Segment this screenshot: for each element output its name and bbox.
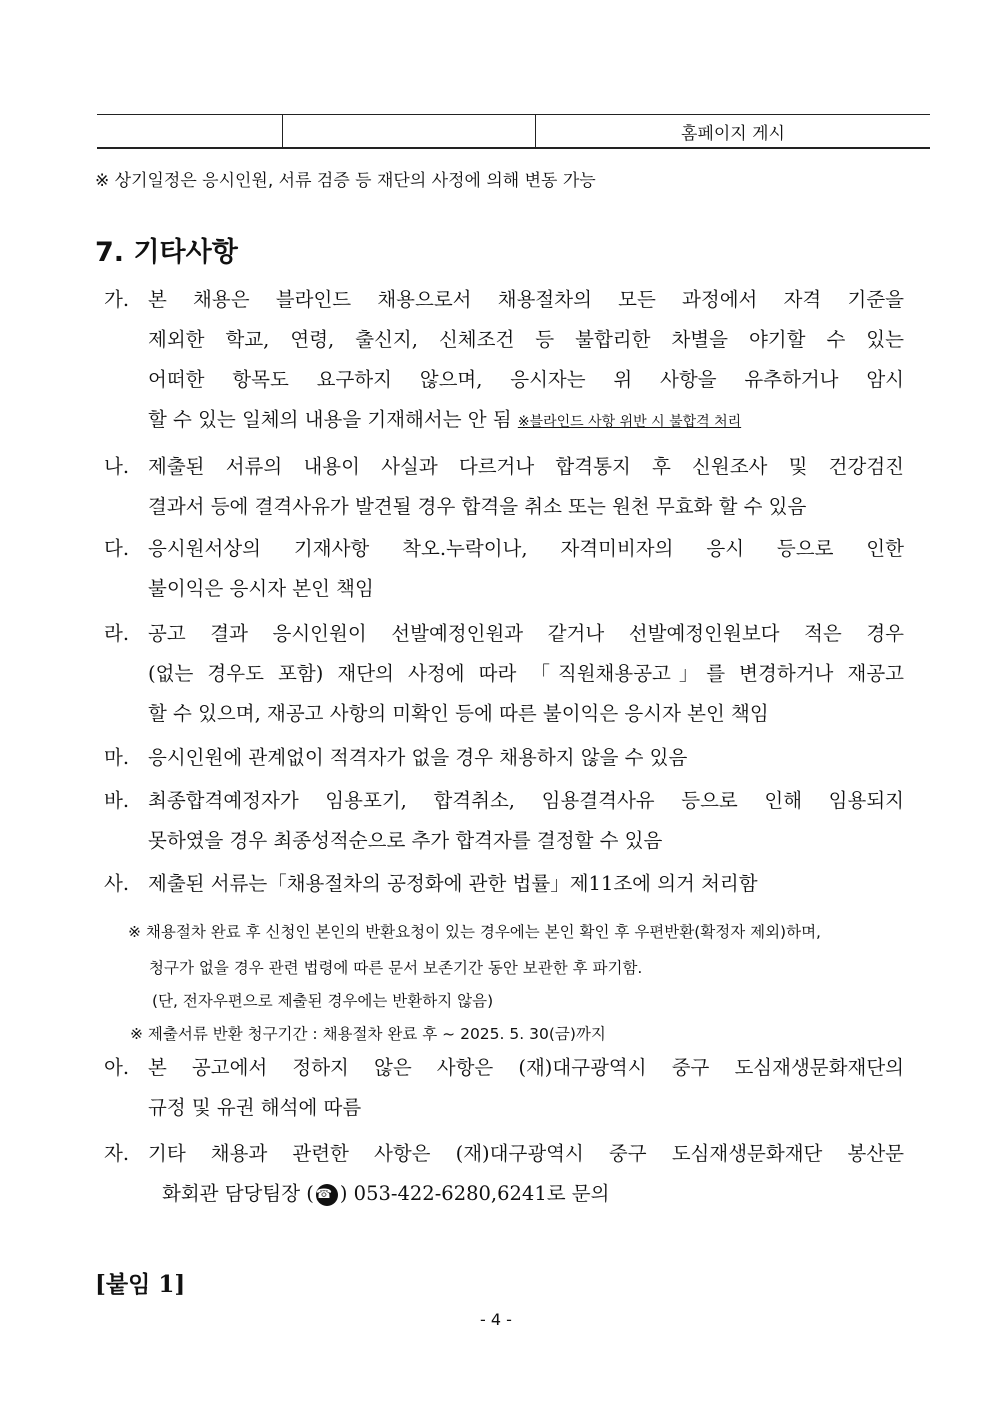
item-marker: 자. xyxy=(104,1142,130,1165)
item-line: 공고 결과 응시인원이 선발예정인원과 같거나 선발예정인원보다 적은 경우 xyxy=(148,622,904,645)
item-line: 제출된 서류는「채용절차의 공정화에 관한 법률」제11조에 의거 처리함 xyxy=(148,872,758,895)
item-line: 규정 및 유권 해석에 따름 xyxy=(148,1096,362,1119)
item-line: 할 수 있으며, 재공고 사항의 미확인 등에 따른 불이익은 응시자 본인 책임 xyxy=(148,702,769,725)
item-marker: 가. xyxy=(104,288,130,311)
item-marker: 바. xyxy=(104,789,130,812)
item-line: 결과서 등에 결격사유가 발견될 경우 합격을 취소 또는 원천 무효화 할 수 있음 xyxy=(148,495,807,518)
item-line: 어떠한 항목도 요구하지 않으며, 응시자는 위 사항을 유추하거나 암시 xyxy=(148,368,904,391)
page-number: - 4 - xyxy=(480,1310,512,1329)
list-item xyxy=(104,1134,904,1214)
item-line: 최종합격예정자가 임용포기, 합격취소, 임용결격사유 등으로 인해 임용되지 xyxy=(148,789,904,812)
item-marker: 라. xyxy=(104,622,130,645)
item-line: 제외한 학교, 연령, 출신지, 신체조건 등 불합리한 차별을 야기할 수 있는 xyxy=(148,328,904,351)
item-line: 본 공고에서 정하지 않은 사항은 (재)대구광역시 중구 도심재생문화재단의 xyxy=(148,1056,904,1079)
attachment-label: [붙임 1] xyxy=(95,1271,186,1298)
list-item xyxy=(104,738,904,778)
list-item xyxy=(104,864,904,904)
return-note: ※ 채용절차 완료 후 신청인 본인의 반환요청이 있는 경우에는 본인 확인 후 우편반환(확정자 제외)하며, xyxy=(128,923,821,941)
list-item xyxy=(104,529,904,609)
item-marker: 다. xyxy=(104,537,130,560)
list-item xyxy=(104,447,904,527)
return-note: 청구가 없을 경우 관련 법령에 따른 문서 보존기간 동안 보관한 후 파기함. xyxy=(149,959,643,977)
blind-violation-note: ※블라인드 사항 위반 시 불합격 처리 xyxy=(517,414,742,430)
item-line: 할 수 있는 일체의 내용을 기재해서는 안 됨 xyxy=(148,408,512,431)
item-line: 제출된 서류의 내용이 사실과 다르거나 합격통지 후 신원조사 및 건강검진 xyxy=(148,455,904,478)
phone-numbers: ) 053-422-6280,6241로 문의 xyxy=(339,1182,610,1205)
table-divider xyxy=(282,115,283,147)
item-line-with-note xyxy=(148,400,904,442)
item-line: 못하였을 경우 최종성적순으로 추가 합격자를 결정할 수 있음 xyxy=(148,829,663,852)
section-title: 7. 기타사항 xyxy=(95,237,238,268)
item-line: 화회관 담당팀장 ( xyxy=(162,1182,314,1205)
item-line: (없는 경우도 포함) 재단의 사정에 따라 「직원채용공고」를 변경하거나 재공고 xyxy=(148,662,904,685)
item-marker: 사. xyxy=(104,872,130,895)
table-cell: 홈페이지 게시 xyxy=(681,123,785,144)
item-line: 기타 채용과 관련한 사항은 (재)대구광역시 중구 도심재생문화재단 봉산문 xyxy=(148,1142,904,1165)
item-marker: 마. xyxy=(104,746,130,769)
list-item xyxy=(104,614,904,734)
schedule-note: ※ 상기일정은 응시인원, 서류 검증 등 재단의 사정에 의해 변동 가능 xyxy=(95,171,596,191)
item-line: 본 채용은 블라인드 채용으로서 채용절차의 모든 과정에서 자격 기준을 xyxy=(148,288,904,311)
list-item xyxy=(104,781,904,861)
list-item xyxy=(104,280,904,442)
item-marker: 나. xyxy=(104,455,130,478)
list-item xyxy=(104,1048,904,1128)
telephone-icon: ☎ xyxy=(316,1184,338,1206)
item-marker: 아. xyxy=(104,1056,130,1079)
return-period-note: ※ 제출서류 반환 청구기간 : 채용절차 완료 후 ~ 2025. 5. 30(금)까지 xyxy=(130,1025,606,1043)
item-line: 응시원서상의 기재사항 착오.누락이나, 자격미비자의 응시 등으로 인한 xyxy=(148,537,904,560)
return-note: (단, 전자우편으로 제출된 경우에는 반환하지 않음) xyxy=(152,992,494,1010)
contact-line xyxy=(148,1174,904,1214)
schedule-table-fragment xyxy=(97,114,930,149)
item-line: 응시인원에 관계없이 적격자가 없을 경우 채용하지 않을 수 있음 xyxy=(148,746,688,769)
item-line: 불이익은 응시자 본인 책임 xyxy=(148,577,374,600)
